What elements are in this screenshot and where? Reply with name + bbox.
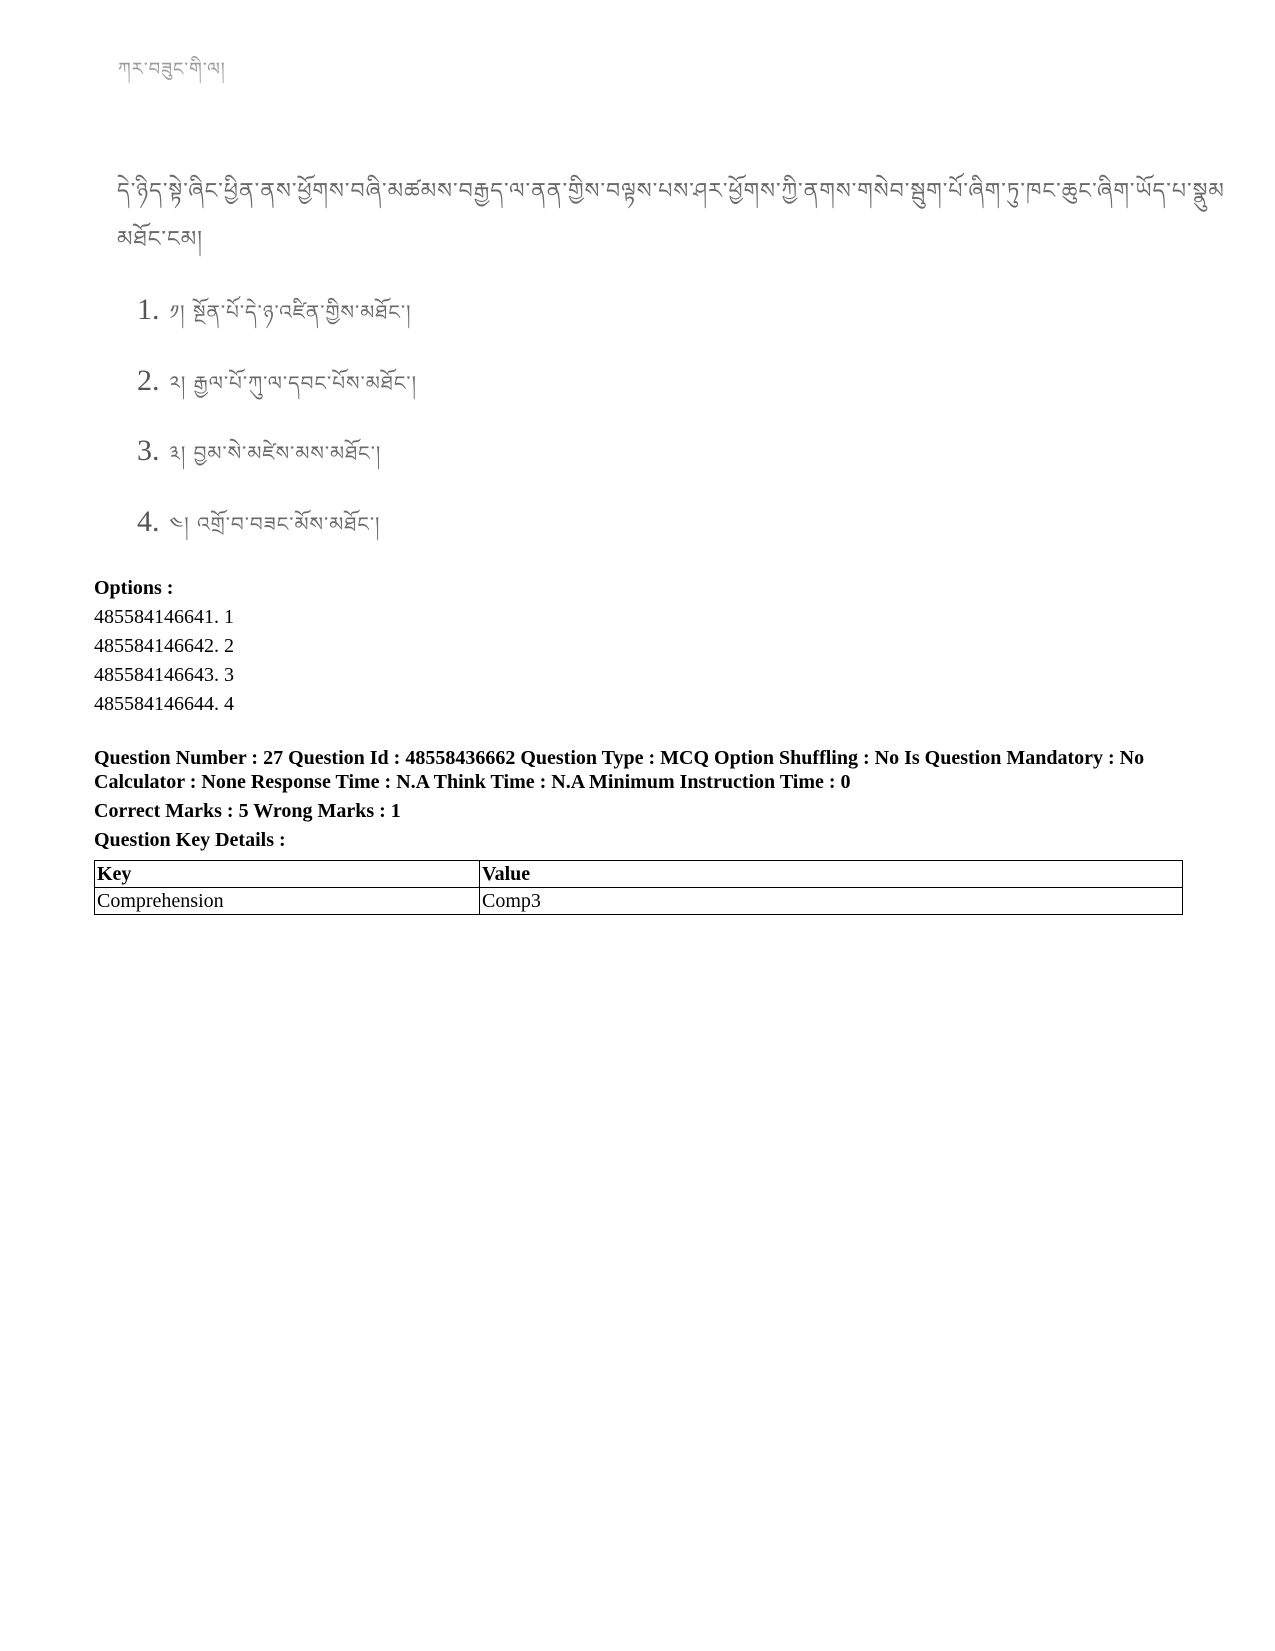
table-row [95, 888, 1183, 915]
option-image-1 [137, 290, 412, 346]
question-marks: Correct Marks : 5 Wrong Marks : 1 [94, 800, 401, 822]
option-image-text: ༣། བྱམ་སེ་མཛེས་མས་མཐོང་། [169, 441, 382, 465]
option-image-number: 1. [137, 293, 160, 326]
options-label: Options : [94, 577, 174, 599]
option-image-2 [137, 361, 417, 417]
cell-value: Comp3 [480, 888, 1183, 915]
option-item-2: 485584146642. 2 [94, 635, 234, 657]
option-item-3: 485584146643. 3 [94, 664, 234, 686]
option-item-1: 485584146641. 1 [94, 606, 234, 628]
question-fragment-top: ཀར་བཟུང་གི་ལ། [118, 59, 226, 80]
option-image-number: 3. [137, 434, 160, 467]
option-image-number: 2. [137, 364, 160, 397]
option-item-4: 485584146644. 4 [94, 693, 234, 715]
option-image-text: ༡། སྔོན་པོ་དེ་ཉ་འཛིན་གྱིས་མཐོང་། [169, 300, 412, 324]
question-meta: Question Number : 27 Question Id : 48558436662 Question Type : MCQ Option Shuffling : No Is Question Mandatory : No Calculator : None Response Time : N.A Think Time : N.A Minimum Instruction Time : 0 [94, 747, 1145, 793]
header-key: Key [95, 861, 480, 888]
option-image-text: ༢། རྒྱལ་པོ་ཀུ་ལ་དབང་པོས་མཐོང་། [169, 371, 418, 395]
key-details-label: Question Key Details : [94, 829, 286, 851]
option-image-number: 4. [137, 505, 160, 538]
table-header-row [95, 861, 1183, 888]
option-image-4 [137, 502, 381, 558]
header-value: Value [480, 861, 1183, 888]
question-text-line-2: མཐོང་ངམ། [117, 227, 204, 252]
cell-key: Comprehension [95, 888, 480, 915]
option-image-text: ༤། འགྲོ་བ་བཟང་མོས་མཐོང་། [169, 512, 381, 536]
question-text-line-1: དེ་ཉིད་སྟེ་ཞིང་ཕྱིན་ནས་ཕྱོགས་བཞི་མཚམས་བརྒྱད་ལ་ནན་གྱིས་བལྟས་པས་ཤར་ཕྱོགས་ཀྱི་ནགས་གསེབ་སྦུག་པོ་ཞིག་ཏུ་ཁང་ཆུང་ཞིག་ཡོད་པ་སྣུམ [117, 179, 1225, 204]
option-image-3 [137, 431, 381, 487]
key-details-table [94, 860, 1183, 915]
